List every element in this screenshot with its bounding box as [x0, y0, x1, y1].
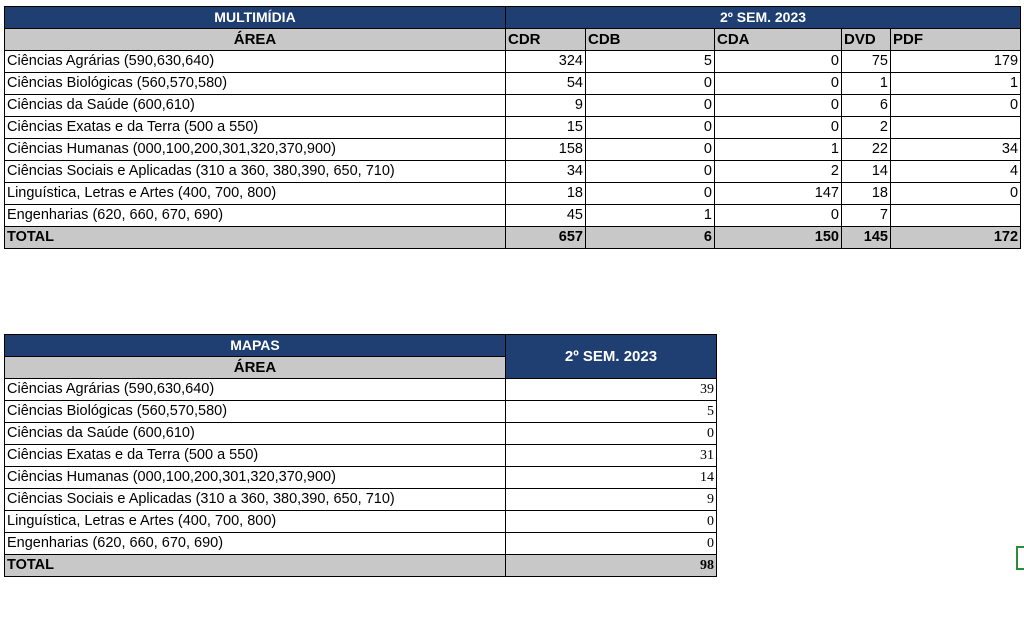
value-cell-cda[interactable]: 147: [715, 183, 842, 205]
area-cell[interactable]: Ciências Sociais e Aplicadas (310 a 360, 380,390, 650, 710): [5, 161, 506, 183]
multimidia-row: [5, 117, 1021, 139]
col-header-cdb[interactable]: CDB: [586, 29, 715, 51]
value-cell-cda[interactable]: 0: [715, 117, 842, 139]
total-pdf[interactable]: 172: [891, 227, 1021, 249]
total-cdr[interactable]: 657: [506, 227, 586, 249]
area-cell[interactable]: Ciências da Saúde (600,610): [5, 95, 506, 117]
mapas-row: [5, 401, 717, 423]
mapas-title[interactable]: MAPAS: [5, 335, 506, 357]
value-cell-cda[interactable]: 0: [715, 51, 842, 73]
multimidia-period[interactable]: 2º SEM. 2023: [506, 7, 1021, 29]
area-cell[interactable]: Ciências Biológicas (560,570,580): [5, 401, 506, 423]
area-cell[interactable]: Ciências Sociais e Aplicadas (310 a 360, 380,390, 650, 710): [5, 489, 506, 511]
col-header-pdf[interactable]: PDF: [891, 29, 1021, 51]
value-cell-cdr[interactable]: 9: [506, 95, 586, 117]
mapas-value-cell[interactable]: 14: [506, 467, 717, 489]
area-cell[interactable]: Ciências Agrárias (590,630,640): [5, 51, 506, 73]
col-header-cda[interactable]: CDA: [715, 29, 842, 51]
value-cell-cda[interactable]: 0: [715, 95, 842, 117]
value-cell-dvd[interactable]: 18: [842, 183, 891, 205]
area-cell[interactable]: Linguística, Letras e Artes (400, 700, 800): [5, 511, 506, 533]
mapas-value-cell[interactable]: 39: [506, 379, 717, 401]
multimidia-header-row: [5, 29, 1021, 51]
value-cell-dvd[interactable]: 75: [842, 51, 891, 73]
mapas-value-cell[interactable]: 31: [506, 445, 717, 467]
mapas-row: [5, 379, 717, 401]
mapas-total-label[interactable]: TOTAL: [5, 555, 506, 577]
value-cell-cdr[interactable]: 45: [506, 205, 586, 227]
value-cell-cdr[interactable]: 15: [506, 117, 586, 139]
mapas-row: [5, 511, 717, 533]
value-cell-cdb[interactable]: 5: [586, 51, 715, 73]
value-cell-pdf[interactable]: 1: [891, 73, 1021, 95]
multimidia-row: [5, 161, 1021, 183]
area-cell[interactable]: Ciências Humanas (000,100,200,301,320,370,900): [5, 467, 506, 489]
value-cell-pdf[interactable]: 4: [891, 161, 1021, 183]
mapas-table: [4, 334, 717, 577]
multimidia-title[interactable]: MULTIMÍDIA: [5, 7, 506, 29]
total-cda[interactable]: 150: [715, 227, 842, 249]
area-cell[interactable]: Engenharias (620, 660, 670, 690): [5, 205, 506, 227]
value-cell-dvd[interactable]: 6: [842, 95, 891, 117]
value-cell-cda[interactable]: 1: [715, 139, 842, 161]
value-cell-cdr[interactable]: 324: [506, 51, 586, 73]
mapas-period[interactable]: 2º SEM. 2023: [506, 335, 717, 379]
total-dvd[interactable]: 145: [842, 227, 891, 249]
mapas-total-row: [5, 555, 717, 577]
area-cell[interactable]: Ciências Exatas e da Terra (500 a 550): [5, 445, 506, 467]
mapas-value-cell[interactable]: 0: [506, 511, 717, 533]
value-cell-cda[interactable]: 0: [715, 205, 842, 227]
value-cell-dvd[interactable]: 22: [842, 139, 891, 161]
value-cell-cdb[interactable]: 0: [586, 183, 715, 205]
value-cell-cdr[interactable]: 18: [506, 183, 586, 205]
total-cdb[interactable]: 6: [586, 227, 715, 249]
value-cell-pdf[interactable]: 179: [891, 51, 1021, 73]
value-cell-cdb[interactable]: 0: [586, 95, 715, 117]
col-header-cdr[interactable]: CDR: [506, 29, 586, 51]
mapas-value-cell[interactable]: 0: [506, 423, 717, 445]
value-cell-dvd[interactable]: 1: [842, 73, 891, 95]
value-cell-cdb[interactable]: 0: [586, 73, 715, 95]
mapas-row: [5, 533, 717, 555]
mapas-total-value[interactable]: 98: [506, 555, 717, 577]
col-header-dvd[interactable]: DVD: [842, 29, 891, 51]
value-cell-cdr[interactable]: 34: [506, 161, 586, 183]
value-cell-cdb[interactable]: 0: [586, 139, 715, 161]
area-cell[interactable]: Linguística, Letras e Artes (400, 700, 800): [5, 183, 506, 205]
value-cell-cdr[interactable]: 54: [506, 73, 586, 95]
value-cell-cdb[interactable]: 0: [586, 161, 715, 183]
multimidia-row: [5, 51, 1021, 73]
area-cell[interactable]: Ciências Agrárias (590,630,640): [5, 379, 506, 401]
value-cell-cdb[interactable]: 0: [586, 117, 715, 139]
area-cell[interactable]: Ciências da Saúde (600,610): [5, 423, 506, 445]
multimidia-row: [5, 73, 1021, 95]
value-cell-pdf[interactable]: [891, 117, 1021, 139]
value-cell-cdb[interactable]: 1: [586, 205, 715, 227]
multimidia-area-header[interactable]: ÁREA: [5, 29, 506, 51]
value-cell-dvd[interactable]: 2: [842, 117, 891, 139]
multimidia-row: [5, 205, 1021, 227]
multimidia-row: [5, 95, 1021, 117]
mapas-row: [5, 489, 717, 511]
area-cell[interactable]: Ciências Exatas e da Terra (500 a 550): [5, 117, 506, 139]
value-cell-pdf[interactable]: 0: [891, 95, 1021, 117]
multimidia-table: [4, 6, 1021, 249]
area-cell[interactable]: Ciências Humanas (000,100,200,301,320,370,900): [5, 139, 506, 161]
value-cell-dvd[interactable]: 14: [842, 161, 891, 183]
multimidia-total-row: [5, 227, 1021, 249]
multimidia-title-row: [5, 7, 1021, 29]
mapas-value-cell[interactable]: 0: [506, 533, 717, 555]
mapas-title-row: [5, 335, 717, 357]
mapas-row: [5, 467, 717, 489]
multimidia-row: [5, 139, 1021, 161]
area-cell[interactable]: Ciências Biológicas (560,570,580): [5, 73, 506, 95]
area-cell[interactable]: Engenharias (620, 660, 670, 690): [5, 533, 506, 555]
value-cell-dvd[interactable]: 7: [842, 205, 891, 227]
multimidia-row: [5, 183, 1021, 205]
value-cell-pdf[interactable]: [891, 205, 1021, 227]
value-cell-pdf[interactable]: 0: [891, 183, 1021, 205]
value-cell-cdr[interactable]: 158: [506, 139, 586, 161]
mapas-area-header[interactable]: ÁREA: [5, 357, 506, 379]
cell-selection-marker: [1016, 546, 1024, 570]
value-cell-cda[interactable]: 2: [715, 161, 842, 183]
mapas-value-cell[interactable]: 5: [506, 401, 717, 423]
value-cell-pdf[interactable]: 34: [891, 139, 1021, 161]
value-cell-cda[interactable]: 0: [715, 73, 842, 95]
mapas-row: [5, 445, 717, 467]
mapas-row: [5, 423, 717, 445]
mapas-value-cell[interactable]: 9: [506, 489, 717, 511]
multimidia-total-label[interactable]: TOTAL: [5, 227, 506, 249]
